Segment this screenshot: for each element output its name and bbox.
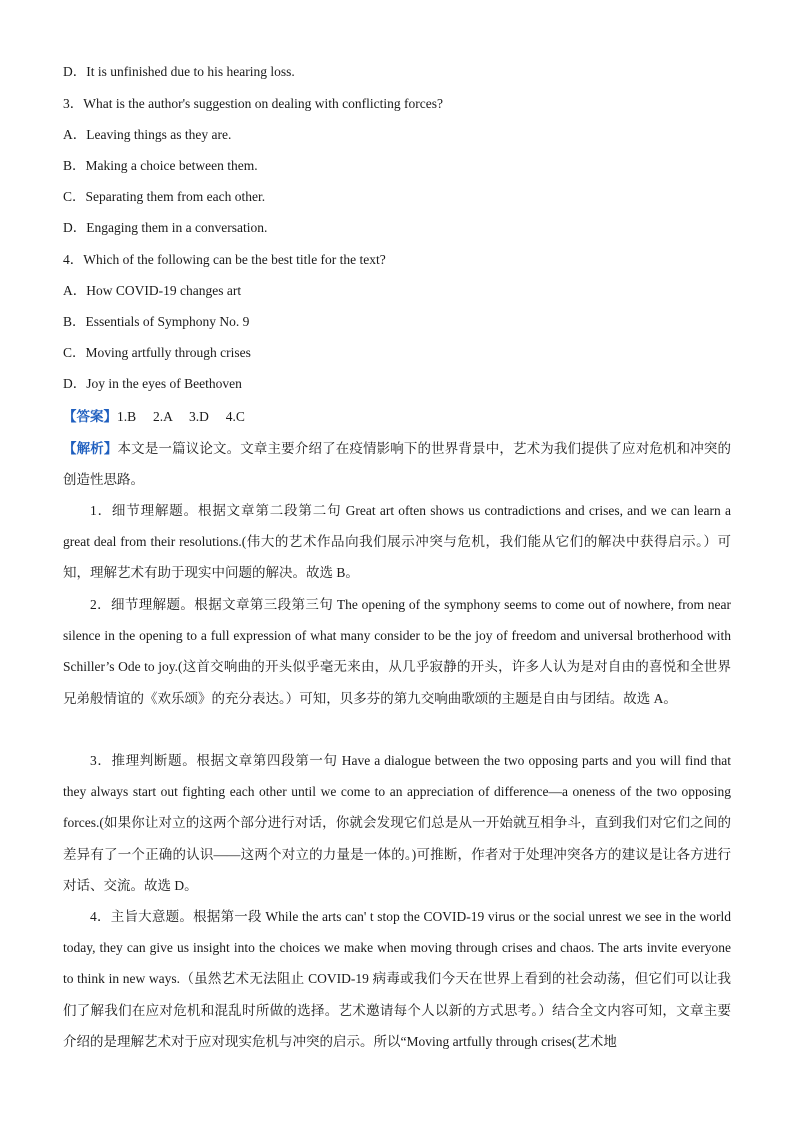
q3-option-a: A．Leaving things as they are. xyxy=(63,127,232,142)
q3-option-c: C．Separating them from each other. xyxy=(63,189,266,204)
answer-line xyxy=(63,407,731,427)
analysis-q1: 1．细节理解题。根据文章第二段第二句 Great art often shows us contradictions and crises, and we can learn a great deal from their resolutions.(伟大的艺术作品向我们展示冲突与危机，我们能从它们的解决中获得启示。）可知，理解艺术有助于现实中问题的解决。故选 B。 xyxy=(63,503,731,581)
analysis-intro xyxy=(63,433,731,495)
analysis-intro-text: 本文是一篇议论文。文章主要介绍了在疫情影响下的世界背景中，艺术为我们提供了应对危机和冲突的创造性思路。 xyxy=(63,441,732,488)
q3-stem: 3．What is the author's suggestion on dealing with conflicting forces? xyxy=(63,96,443,111)
q4-stem: 4．Which of the following can be the best title for the text? xyxy=(63,252,386,267)
q4-option-c: C．Moving artfully through crises xyxy=(63,345,251,360)
answer-text: 1.B 2.A 3.D 4.C xyxy=(117,409,245,424)
answer-label: 【答案】 xyxy=(63,409,117,424)
q4-option-a: A．How COVID-19 changes art xyxy=(63,283,242,298)
q3-option-d: D．Engaging them in a conversation. xyxy=(63,220,268,235)
q4-option-d: D．Joy in the eyes of Beethoven xyxy=(63,376,242,391)
analysis-q4: 4．主旨大意题。根据第一段 While the arts can' t stop the COVID-19 virus or the social unrest we see in the world today, they can give us insight into the choices we make when moving through crises and chaos. The arts invite everyone to think in new ways.（虽然艺术无法阻止 COVID-19 病毒或我们今天在世界上看到的社会动荡，但它们可以让我们了解我们在应对危机和混乱时所做的选择。艺术邀请每个人以新的方式思考。）结合全文内容可知，文章主要介绍的是理解艺术对于应对现实危机与冲突的启示。所以“Moving artfully through crises(艺术地 xyxy=(63,909,731,1049)
analysis-label: 【解析】 xyxy=(63,441,118,456)
q4-option-b: B．Essentials of Symphony No. 9 xyxy=(63,314,250,329)
q3-option-b: B．Making a choice between them. xyxy=(63,158,258,173)
analysis-q3: 3．推理判断题。根据文章第四段第一句 Have a dialogue between the two opposing parts and you will find that they always start out fighting each other until we come to an appreciation of difference—a oneness of the two opposing forces.(如果你让对立的这两个部分进行对话，你就会发现它们总是从一开始就互相争斗，直到我们对它们之间的差异有了一个正确的认识——这两个对立的力量是一体的。)可推断，作者对于处理冲突各方的建议是让各方进行对话、交流。故选 D。 xyxy=(63,753,731,893)
q2-option-d: D．It is unfinished due to his hearing loss. xyxy=(63,64,295,79)
analysis-q2: 2．细节理解题。根据文章第三段第三句 The opening of the symphony seems to come out of nowhere, from near silence in the opening to a full expression of what many consider to be the joy of freedom and universal brotherhood with Schiller’s Ode to joy.(这首交响曲的开头似乎毫无来由，从几乎寂静的开头，许多人认为是对自由的喜悦和全世界兄弟般情谊的《欢乐颂》的充分表达。）可知，贝多芬的第九交响曲歌颂的主题是自由与团结。故选 A。 xyxy=(63,597,731,706)
